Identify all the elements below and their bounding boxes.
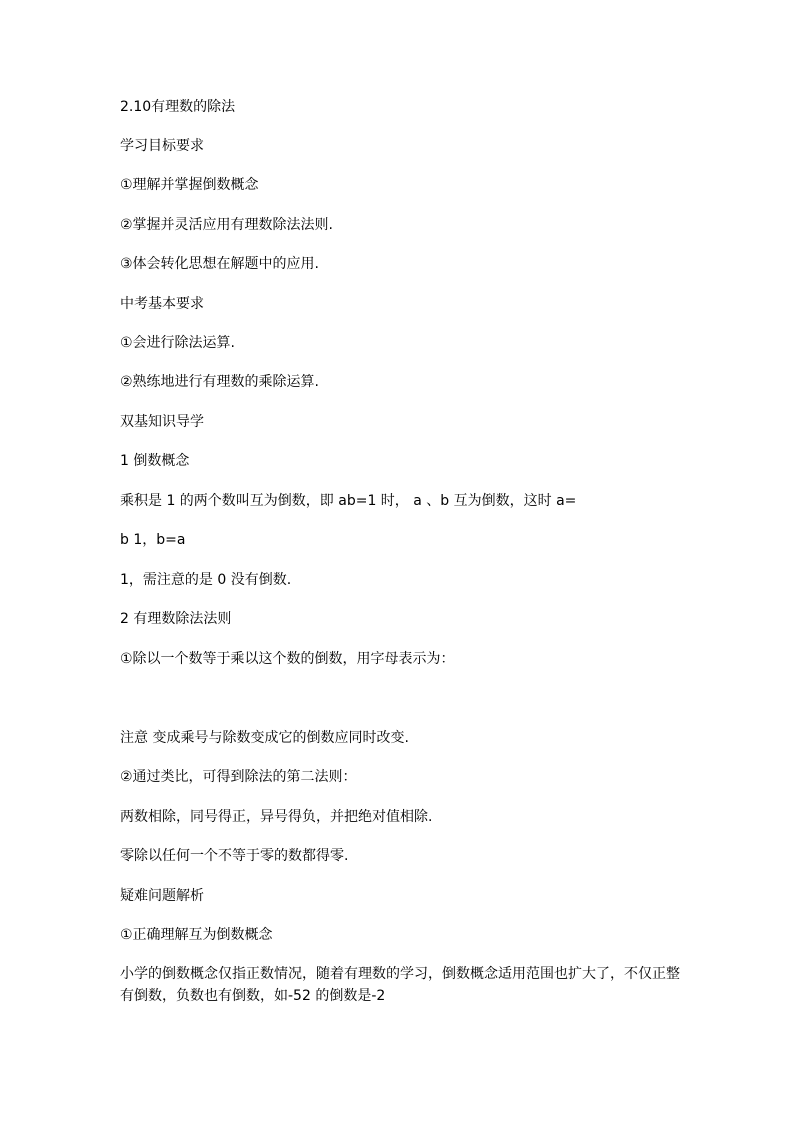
reciprocal-section-title: 1 倒数概念 bbox=[120, 453, 190, 469]
reciprocal-formula: b 1，b=a bbox=[120, 532, 186, 548]
division-rule-2a: 两数相除，同号得正，异号得负，并把绝对值相除. bbox=[120, 809, 433, 825]
division-rule-section-title: 2 有理数除法法则 bbox=[120, 611, 232, 627]
division-rule-1: ①除以一个数等于乘以这个数的倒数，用字母表示为： bbox=[120, 651, 455, 667]
reciprocal-note: 1，需注意的是 0 没有倒数. bbox=[120, 572, 292, 588]
exam-heading: 中考基本要求 bbox=[120, 296, 204, 312]
difficult-item-1: ①正确理解互为倒数概念 bbox=[120, 927, 273, 943]
difficult-item-1-text: 小学的倒数概念仅指正数情况，随着有理数的学习，倒数概念适用范围也扩大了，不仅正整有倒数，负数也有倒数，如-52 的倒数是-2 bbox=[120, 966, 680, 1004]
goal-item-2: ②掌握并灵活应用有理数除法法则. bbox=[120, 217, 334, 233]
goal-item-3: ③体会转化思想在解题中的应用. bbox=[120, 256, 320, 272]
goal-item-1: ①理解并掌握倒数概念 bbox=[120, 177, 259, 193]
exam-item-2: ②熟练地进行有理数的乘除运算. bbox=[120, 374, 320, 390]
difficult-heading: 疑难问题解析 bbox=[120, 888, 204, 904]
exam-item-1: ①会进行除法运算. bbox=[120, 335, 236, 351]
goals-heading: 学习目标要求 bbox=[120, 138, 204, 154]
section-title: 2.10有理数的除法 bbox=[120, 99, 236, 115]
division-rule-2b: 零除以任何一个不等于零的数都得零. bbox=[120, 848, 349, 864]
reciprocal-definition: 乘积是 1 的两个数叫互为倒数，即 ab=1 时， a 、b 互为倒数，这时 a= bbox=[120, 493, 577, 509]
basics-heading: 双基知识导学 bbox=[120, 414, 204, 430]
division-rule-note: 注意 变成乘号与除数变成它的倒数应同时改变. bbox=[120, 730, 409, 746]
division-rule-2: ②通过类比，可得到除法的第二法则： bbox=[120, 769, 357, 785]
